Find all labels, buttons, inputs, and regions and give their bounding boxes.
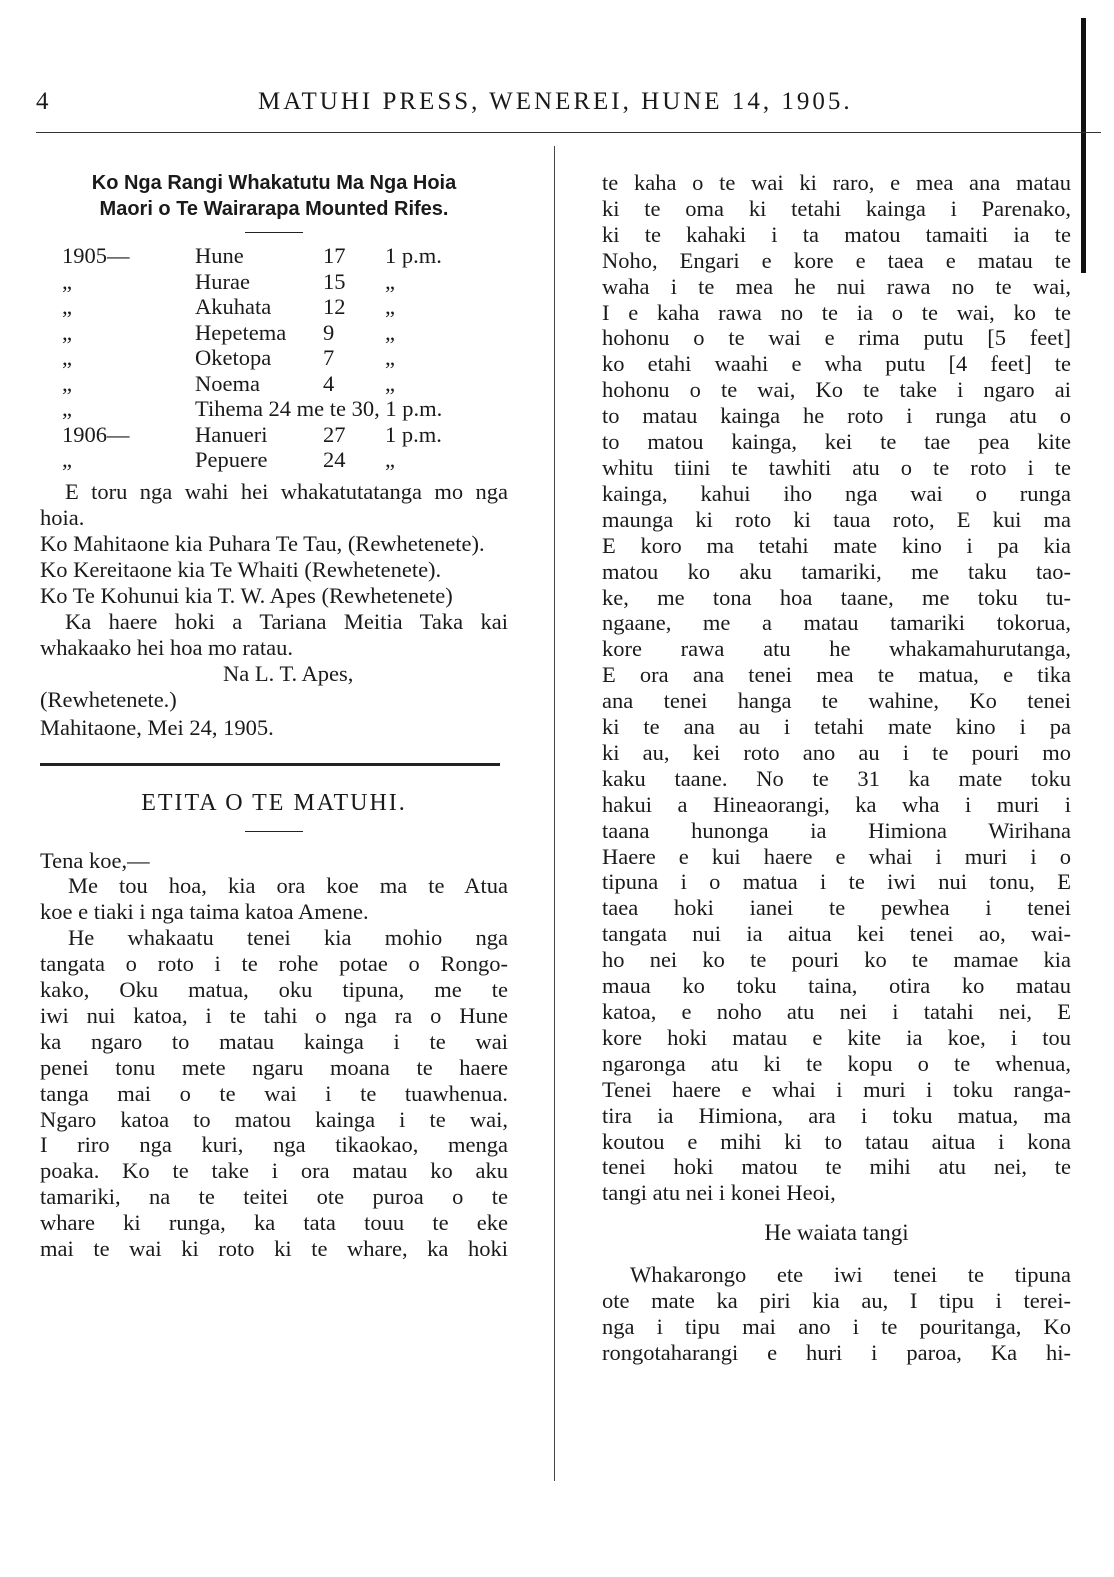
notice-title <box>40 170 508 222</box>
page-header <box>36 88 1101 128</box>
schedule-day: 17 <box>323 243 346 268</box>
schedule-month: Akuhata <box>195 294 272 319</box>
schedule-time: „ <box>385 319 395 345</box>
schedule-time: 1 p.m. <box>385 243 442 268</box>
schedule-year: 1906— <box>62 421 130 447</box>
schedule-month: Pepuere <box>195 447 268 472</box>
text-line: hohonu o te wai e rima putu [5 feet] <box>602 325 1071 351</box>
text-line: kore rawa atu he whakamahurutanga, <box>602 636 1071 662</box>
letter-body-left <box>40 873 508 1262</box>
schedule-day: 4 <box>323 370 335 396</box>
margin-bar <box>1081 18 1086 273</box>
text-line: ho nei ko te pouri ko te mamae kia <box>602 947 1071 973</box>
schedule-month: Hanueri <box>195 421 268 447</box>
schedule-row <box>40 269 508 295</box>
text-line: I e kaha rawa no te ia o te wai, ko te <box>602 299 1071 325</box>
text-line: kako, Oku matua, oku tipuna, me te <box>40 977 508 1003</box>
schedule-row <box>40 320 508 346</box>
text-line: penei tonu mete ngaru moana te haere <box>40 1054 508 1080</box>
schedule-row <box>40 294 508 320</box>
schedule-month: Hune <box>195 243 244 268</box>
text-line: katoa, e noho atu nei i tatahi nei, E <box>602 999 1071 1024</box>
text-line: maua ko toku taina, otira ko matau <box>602 973 1071 999</box>
text-line: whare ki runga, ka tata touu te eke <box>40 1210 508 1236</box>
text-line: tamariki, na te teitei ote puroa o te <box>40 1184 508 1210</box>
poem-line: ote mate ka piri kia au, I tipu i terei- <box>602 1288 1071 1314</box>
text-line: hohonu o te wai, Ko te take i ngaro ai <box>602 377 1071 403</box>
text-line: ana tenei hanga te wahine, Ko tenei <box>602 688 1071 714</box>
text-line: ki te ana au i tetahi mate kino i pa <box>602 714 1071 740</box>
text-line: Tenei haere e whai i muri i toku ranga- <box>602 1076 1071 1102</box>
schedule-time: „ <box>385 268 395 294</box>
text-line: matou ko aku tamariki, me taku tao- <box>602 558 1071 584</box>
short-rule <box>245 831 303 832</box>
text-line: ka ngaro to matau kainga i te wai <box>40 1028 508 1054</box>
schedule-year: „ <box>62 396 72 421</box>
running-title: MATUHI PRESS, WENEREI, HUNE 14, 1905. <box>258 88 853 115</box>
schedule-month: Noema <box>195 370 260 396</box>
schedule-time: 1 p.m. <box>385 421 442 447</box>
text-line: E koro ma tetahi mate kino i pa kia <box>602 532 1071 558</box>
text-line: kainga, kahui iho nga wai o runga <box>602 480 1071 506</box>
schedule-month: Hepetema <box>195 319 287 345</box>
notice-title-line: Ko Nga Rangi Whakatutu Ma Nga Hoia <box>91 172 457 194</box>
text-line: maunga ki roto ki taua roto, E kui ma <box>602 506 1071 532</box>
column-rule <box>554 146 555 1481</box>
schedule-row <box>40 396 508 422</box>
signature-name: Na L. T. Apes, <box>223 660 354 686</box>
text-line: ko etahi waahi e wha putu [4 feet] te <box>602 351 1071 377</box>
schedule-time: „ <box>385 370 395 396</box>
text-line: iwi nui katoa, i te tahi o nga ra o Hune <box>40 1002 508 1028</box>
section-title: ETITA O TE MATUHI. <box>141 789 407 816</box>
text-line: tangata nui ia aitua kei tenei ao, wai- <box>602 921 1071 947</box>
schedule-month: Tihema 24 me te 30, 1 p.m. <box>195 396 443 421</box>
text-line: Noho, Engari e kore e taea e matau te <box>602 247 1071 273</box>
schedule-month: Hurae <box>195 268 250 294</box>
text-line: Me tou hoa, kia ora koe ma te Atua <box>68 873 508 899</box>
text-line: E ora ana tenei mea te matua, e tika <box>602 662 1071 688</box>
schedule-row <box>40 422 508 448</box>
text-line: tangi atu nei i konei Heoi, <box>602 1180 836 1206</box>
poem-line: Whakarongo ete iwi tenei te tipuna <box>630 1262 1071 1288</box>
text-line: He whakaatu tenei kia mohio nga <box>68 925 508 951</box>
header-rule <box>36 132 1101 133</box>
text-line: tenei hoki matou te mihi atu nei, te <box>602 1154 1071 1180</box>
schedule-year: „ <box>62 319 72 345</box>
schedule-year: „ <box>62 268 72 294</box>
text-line: ngaane, me a matau tamariki tokorua, <box>602 610 1071 636</box>
signature-title: (Rewhetenete.) <box>40 686 177 712</box>
text-line: hakui a Hineaorangi, ka wha i muri i <box>602 791 1071 817</box>
drill-schedule <box>40 243 508 473</box>
meeting-place: Ko Kereitaone kia Te Whaiti (Rewhetenete). <box>40 556 442 582</box>
short-rule <box>245 232 303 233</box>
text-line: koutou e mihi ki to tatau aitua i kona <box>602 1128 1071 1154</box>
poem-line: nga i tipu mai ano i te pouritanga, Ko <box>602 1314 1071 1340</box>
poem-line: rongotaharangi e huri i paroa, Ka hi- <box>602 1339 1071 1365</box>
text-line: whitu tiini te tawhiti atu o te roto i te <box>602 454 1071 480</box>
text-line: ngaronga atu ki te kopu o te whenua, <box>602 1050 1071 1076</box>
text-line: tira ia Himiona, ara i toku matua, ma <box>602 1102 1071 1128</box>
schedule-year: „ <box>62 370 72 396</box>
text-line: tanga mai o te wai i te tuawhenua. <box>40 1080 508 1106</box>
schedule-day: 15 <box>323 268 346 294</box>
poem-title: He waiata tangi <box>764 1220 909 1246</box>
schedule-row <box>40 371 508 397</box>
schedule-day: 24 <box>323 447 346 472</box>
text-line: te kaha o te wai ki raro, e mea ana matau <box>602 170 1071 195</box>
notice-title-line: Maori o Te Wairarapa Mounted Rifes. <box>99 198 449 220</box>
schedule-row <box>40 447 508 473</box>
text-line: Haere e kui haere e whai i muri i o <box>602 843 1071 869</box>
signature-date: Mahitaone, Mei 24, 1905. <box>40 714 274 740</box>
text-line: koe e tiaki i nga taima katoa Amene. <box>40 899 369 925</box>
text-line: ki te kahaki i ta matou tamaiti ia te <box>602 221 1071 247</box>
schedule-row <box>40 243 508 269</box>
text-line: mai te wai ki roto ki te whare, ka hoki <box>40 1236 508 1262</box>
text-line: kaku taane. No te 31 ka mate toku <box>602 765 1071 791</box>
text-line: ki te oma ki tetahi kainga i Parenako, <box>602 195 1071 221</box>
text-line: tipuna i o matua i te iwi nui tonu, E <box>602 869 1071 895</box>
meeting-place: Ko Mahitaone kia Puhara Te Tau, (Rewhetenete). <box>40 530 485 556</box>
text-line: tangata o roto i te rohe potae o Rongo- <box>40 951 508 977</box>
text-line: poaka. Ko te take i ora matau ko aku <box>40 1158 508 1184</box>
text-line: taana hunonga ia Himiona Wirihana <box>602 817 1071 843</box>
schedule-month: Oketopa <box>195 345 272 370</box>
schedule-row <box>40 345 508 371</box>
right-column <box>602 170 1071 1366</box>
schedule-day: 27 <box>323 421 346 447</box>
page-number: 4 <box>36 88 49 115</box>
schedule-year: „ <box>62 294 72 319</box>
left-column <box>40 170 508 1262</box>
text-line: I riro nga kuri, nga tikaokao, menga <box>40 1132 508 1158</box>
schedule-time: „ <box>385 447 395 472</box>
schedule-day: 7 <box>323 345 335 370</box>
section-divider <box>40 763 500 766</box>
text-line: ke, me tona hoa taane, me toku tu- <box>602 584 1071 610</box>
schedule-year: „ <box>62 345 72 370</box>
schedule-day: 12 <box>323 294 346 319</box>
letter-greeting: Tena koe,— <box>40 847 150 873</box>
text-line: Ngaro katoa to matou kainga i te wai, <box>40 1106 508 1132</box>
schedule-year: „ <box>62 447 72 472</box>
text-line: waha i te mea he nui rawa no te wai, <box>602 273 1071 299</box>
text-line: ki au, kei roto ano au i te pouri mo <box>602 739 1071 765</box>
text-line: to matou kainga, kei te tae pea kite <box>602 429 1071 455</box>
schedule-year: 1905— <box>62 243 130 268</box>
schedule-day: 9 <box>323 319 335 345</box>
notice-paragraph: Ka haere hoki a Tariana Meitia Taka kai whakaako hei hoa mo ratau. <box>40 608 508 660</box>
notice-paragraph: E toru nga wahi hei whakatutatanga mo nga hoia. <box>40 478 508 530</box>
schedule-time: „ <box>385 345 395 370</box>
schedule-time: „ <box>385 294 395 319</box>
meeting-place: Ko Te Kohunui kia T. W. Apes (Rewhetenete) <box>40 582 453 608</box>
text-line: taea hoki ianei te pewhea i tenei <box>602 895 1071 921</box>
text-line: kore hoki matau e kite ia koe, i tou <box>602 1024 1071 1050</box>
text-line: to matau kainga he roto i runga atu o <box>602 403 1071 429</box>
